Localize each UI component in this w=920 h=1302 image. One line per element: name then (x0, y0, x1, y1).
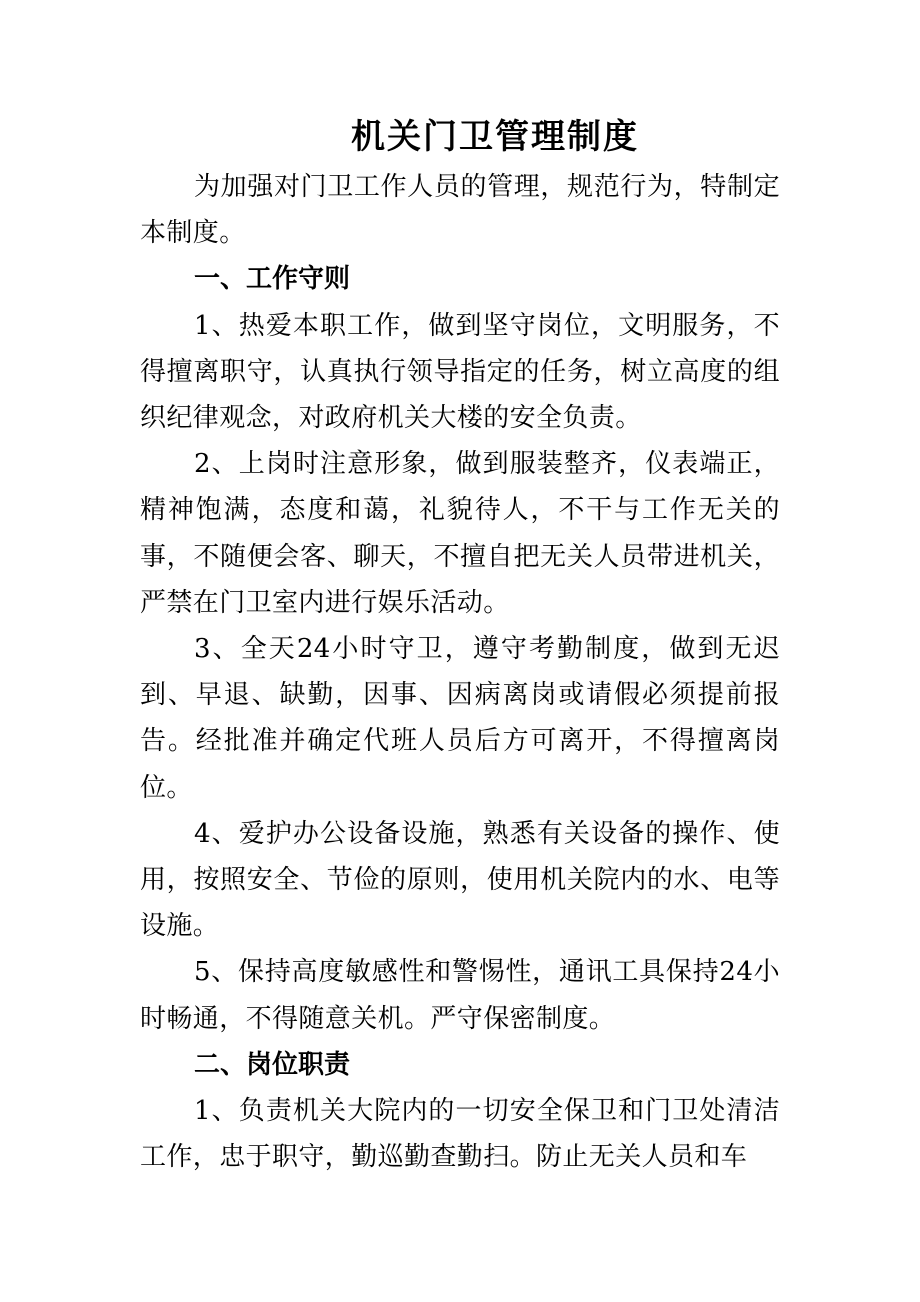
duty-item-1: 1、负责机关大院内的一切安全保卫和门卫处清洁工作，忠于职守，勤巡勤查勤扫。防止无关人员和车 (140, 1096, 780, 1173)
section-job-duties (140, 1042, 780, 1181)
section-heading-job-duties: 二、岗位职责 (194, 1049, 351, 1080)
rule-item-2: 2、上岗时注意形象，做到服装整齐，仪表端正，精神饱满，态度和蔼，礼貌待人，不干与工作无关的事，不随便会客、聊天，不擅自把无关人员带进机关，严禁在门卫室内进行娱乐活动。 (140, 449, 780, 618)
document-title: 机关门卫管理制度 (351, 117, 639, 157)
rule-item-1: 1、热爱本职工作，做到坚守岗位，文明服务，不得擅离职守，认真执行领导指定的任务，树立高度的组织纪律观念，对政府机关大楼的安全负责。 (140, 310, 780, 434)
document-page (140, 110, 780, 1180)
rule-item-5: 5、保持高度敏感性和警惕性，通讯工具保持24小时畅通，不得随意关机。严守保密制度。 (140, 957, 780, 1034)
section-heading-work-rules: 一、工作守则 (194, 264, 351, 295)
section-work-rules (140, 256, 780, 1041)
intro-paragraph: 为加强对门卫工作人员的管理，规范行为，特制定本制度。 (140, 172, 780, 249)
rule-item-4: 4、爱护办公设备设施，熟悉有关设备的操作、使用，按照安全、节俭的原则，使用机关院内的水、电等设施。 (140, 818, 780, 942)
rule-item-3: 3、全天24小时守卫，遵守考勤制度，做到无迟到、早退、缺勤，因事、因病离岗或请假必须提前报告。经批准并确定代班人员后方可离开，不得擅离岗位。 (140, 634, 780, 803)
